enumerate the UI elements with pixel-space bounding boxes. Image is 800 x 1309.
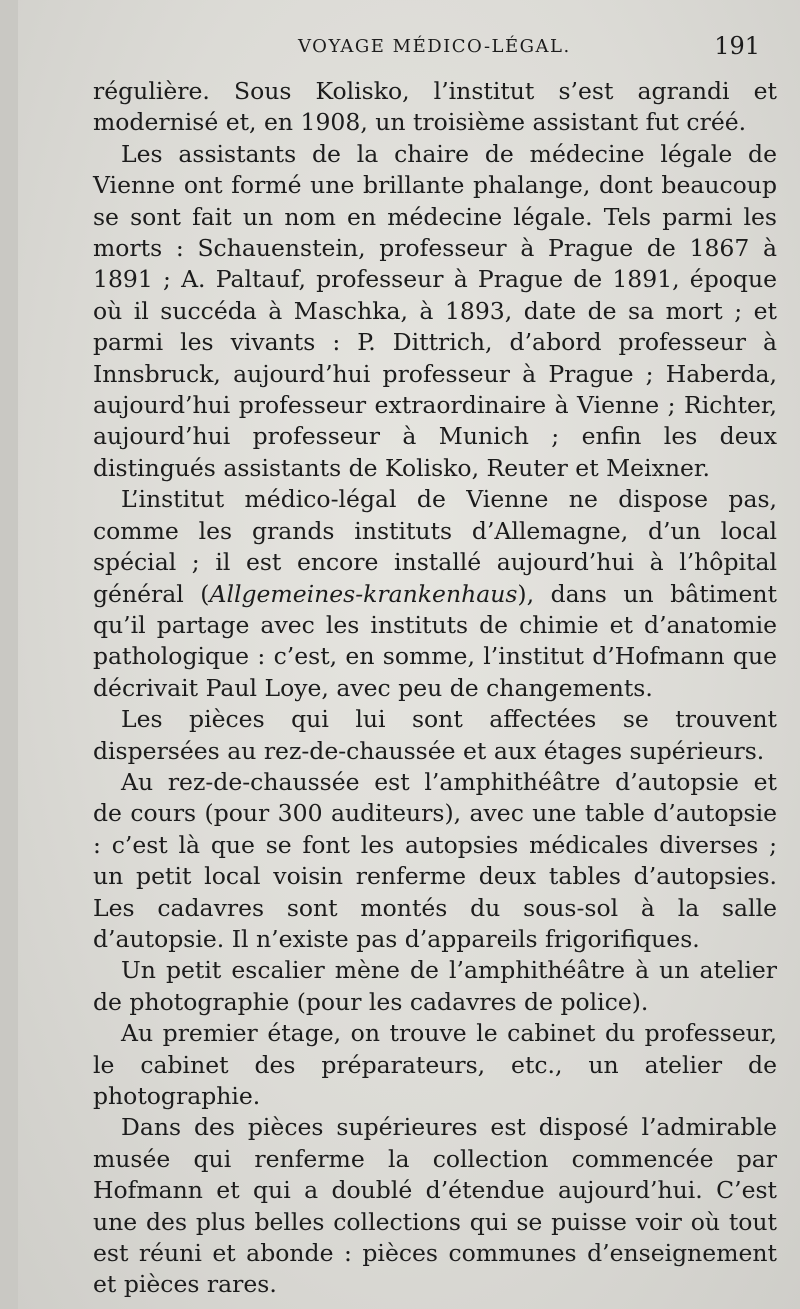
paragraph-rooms: Les pièces qui lui sont affectées se trouvent dispersées au rez-de-chaussée et aux étages supérieurs. (93, 705, 777, 765)
page-header (18, 32, 800, 66)
paragraph-assistants: Les assistants de la chaire de médecine légale de Vienne ont formé une brillante phalange, dont beaucoup se sont fait un nom en médecine légale. Tels parmi les morts : Schauenstein, professeur à Prague de 1867 à 1891 ; A. Paltauf, professeur à Prague de 1891, époque où il succéda à Maschka, à 1893, date de sa mort ; et parmi les vivants : P. Dittrich, d’abord professeur à Innsbruck, aujourd’hui professeur à Prague ; Haberda, aujourd’hui professeur extraordinaire à Vienne ; Richter, aujourd’hui professeur à Munich ; enfin les deux distingués assistants de Kolisko, Reuter et Meixner. (93, 139, 777, 482)
body-text (93, 76, 777, 1301)
page-number: 191 (714, 32, 760, 60)
paragraph-first-floor: Au premier étage, on trouve le cabinet du professeur, le cabinet des préparateurs, etc., un atelier de photographie. (93, 1019, 777, 1110)
paragraph-text: L’institut médico-légal de Vienne ne dispose pas, comme les grands instituts d’Allemagne, d’un local spécial ; il est encore installé aujourd’hui à l’hôpital général ( (93, 485, 777, 608)
paragraph-text: ), dans un bâtiment qu’il partage avec les instituts de chimie et d’anatomie pathologique : c’est, en somme, l’institut d’Hofmann que décrivait Paul Loye, avec peu de changements. (93, 579, 777, 702)
paragraph-ground-floor: Au rez-de-chaussée est l’amphithéâtre d’autopsie et de cours (pour 300 auditeurs), avec une table d’autopsie : c’est là que se font les autopsies médicales diverses ; un petit local voisin renferme deux tables d’autopsies. Les cadavres sont montés du sous-sol à la salle d’autopsie. Il n’existe pas d’appareils frigorifiques. (93, 767, 777, 953)
italic-hospital-name: Allgemeines-krankenhaus (209, 579, 518, 608)
paragraph-institute-location (93, 484, 777, 704)
paragraph-continuation: régulière. Sous Kolisko, l’institut s’est agrandi et modernisé et, en 1908, un troisième assistant fut créé. (93, 77, 777, 137)
paragraph-staircase: Un petit escalier mène de l’amphithéâtre à un atelier de photographie (pour les cadavres de police). (93, 956, 777, 1016)
paragraph-museum: Dans des pièces supérieures est disposé l’admirable musée qui renferme la collection commencée par Hofmann et qui a doublé d’étendue aujourd’hui. C’est une des plus belles collections qui se puisse voir où tout est réuni et abonde : pièces communes d’enseignement et pièces rares. (93, 1113, 777, 1299)
running-title: VOYAGE MÉDICO-LÉGAL. (298, 36, 571, 57)
